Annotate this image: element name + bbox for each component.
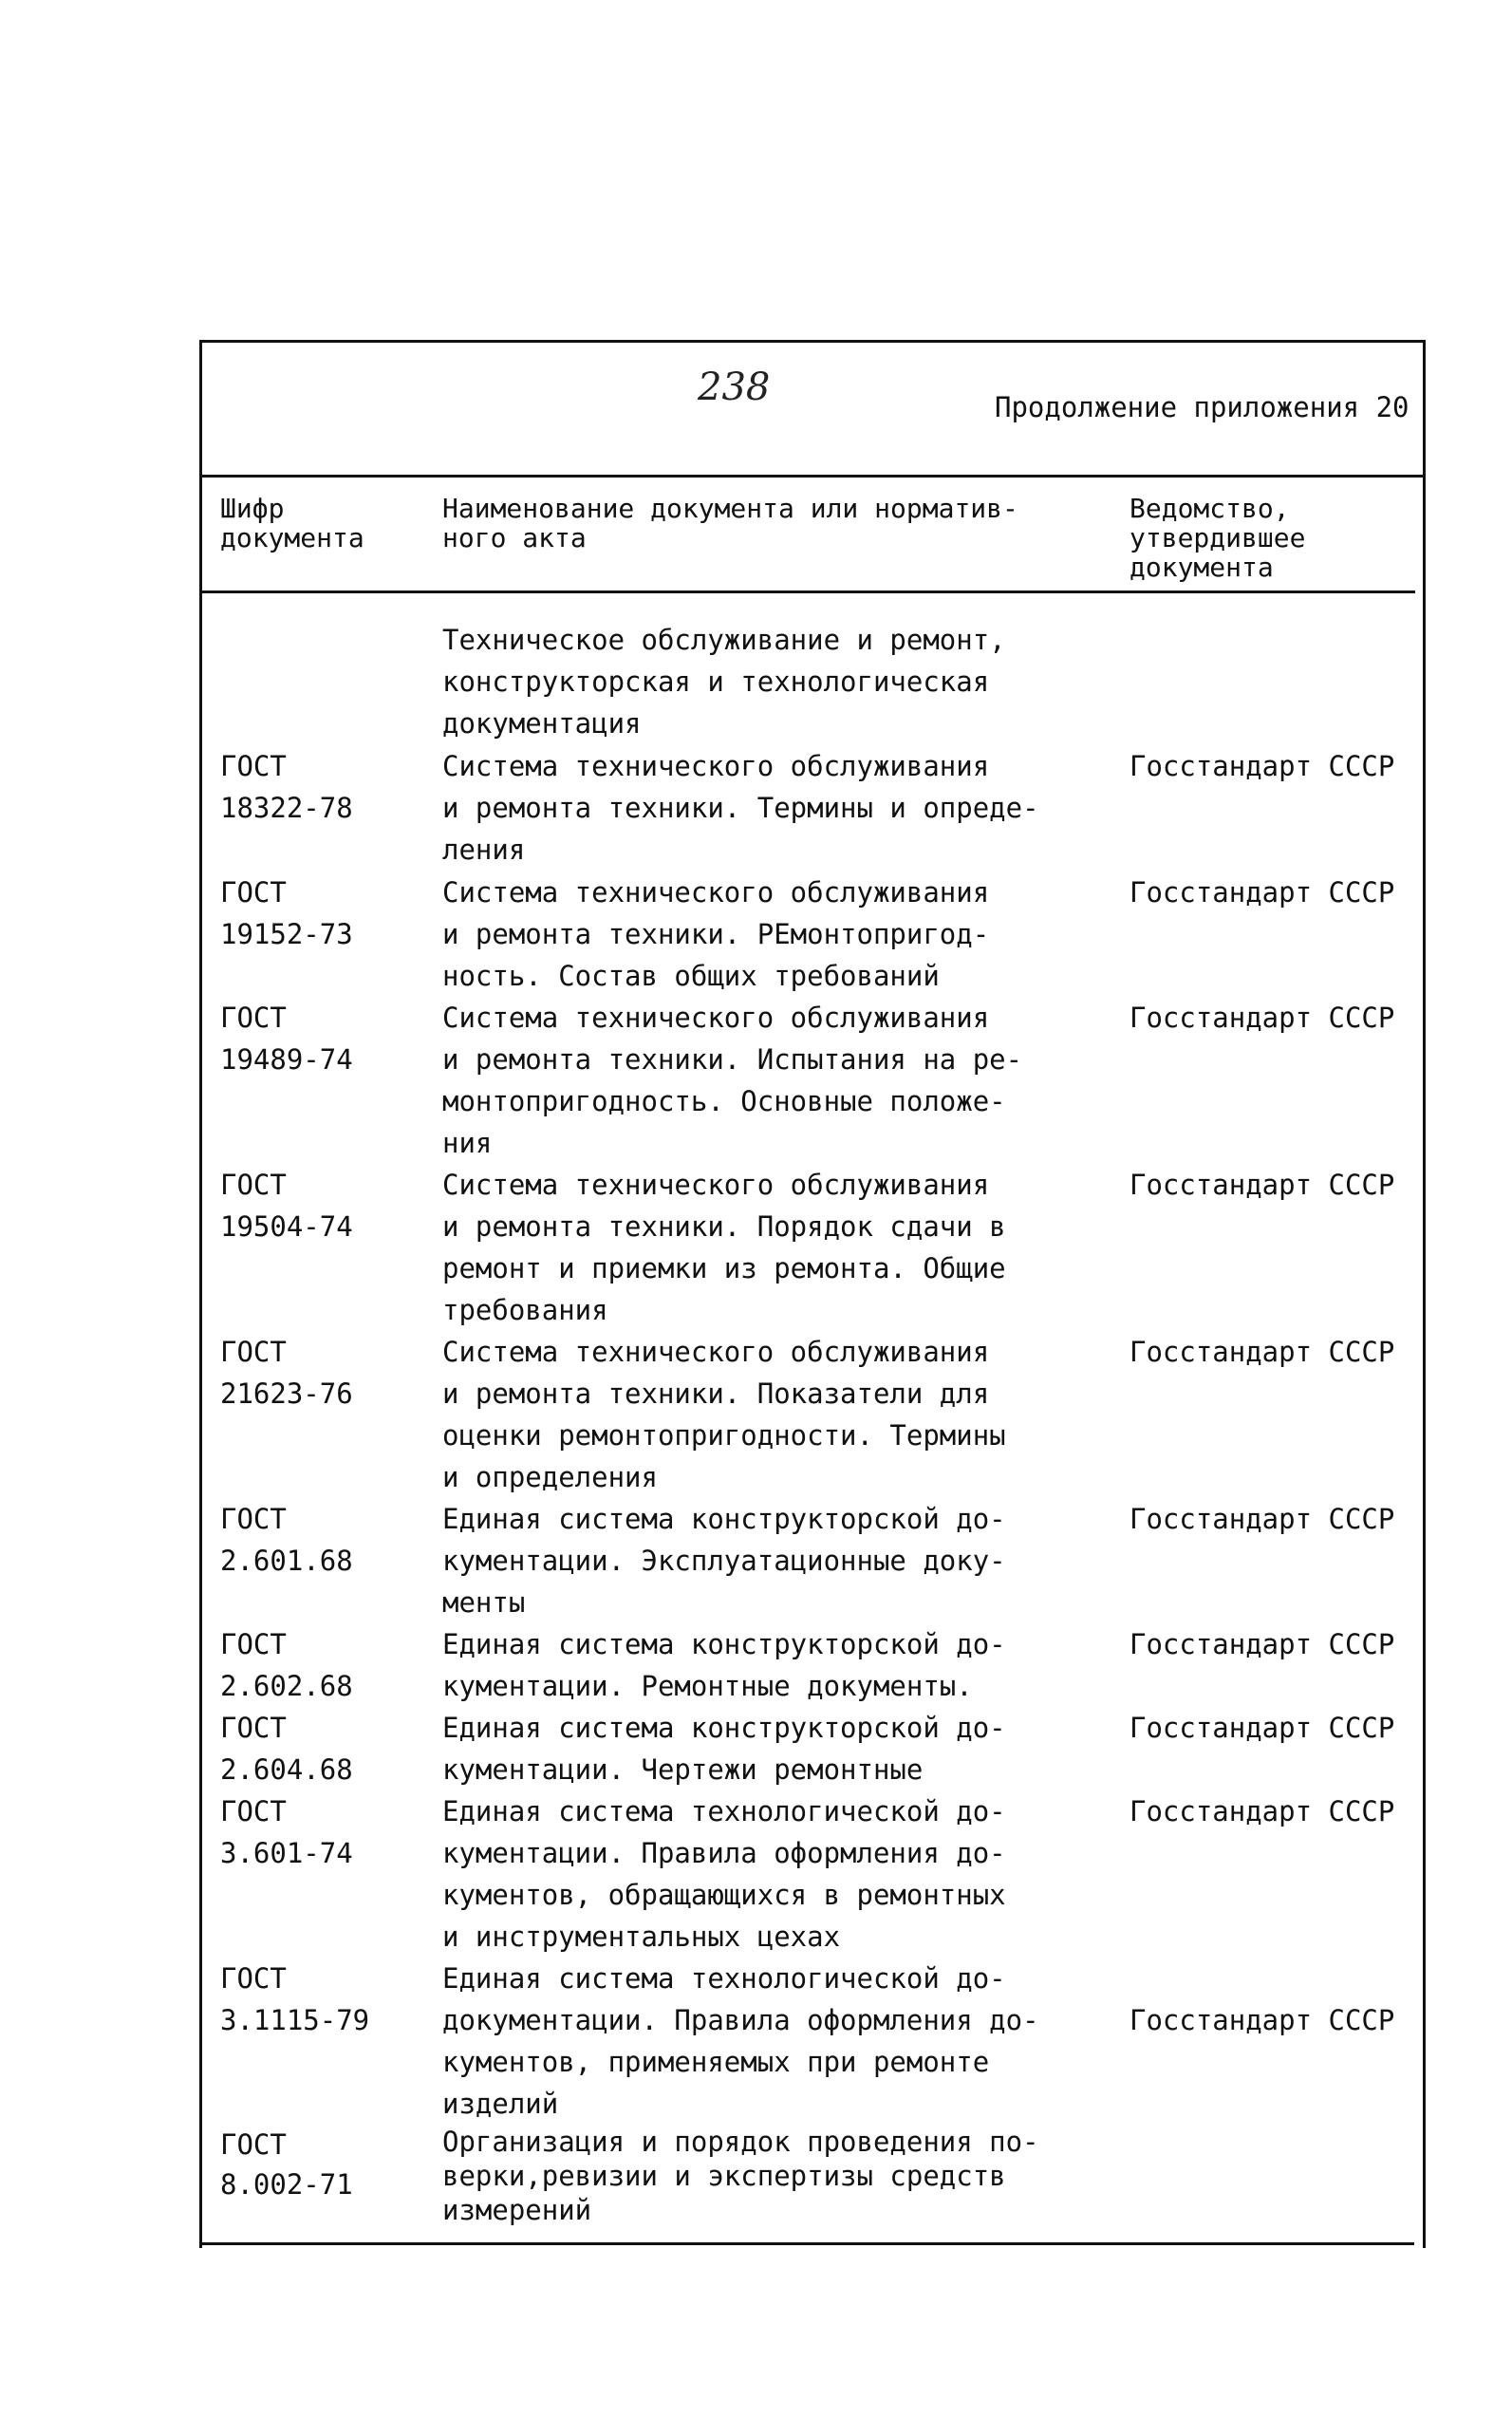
document-agency: Госстандарт СССР <box>1129 1712 1395 1744</box>
document-agency: Госстандарт СССР <box>1129 1628 1395 1660</box>
column-header-divider <box>202 590 1415 593</box>
column-header-code: Шифр документа <box>220 493 364 553</box>
document-title: Единая система конструкторской до- кументации. Ремонтные документы. <box>442 1628 1006 1702</box>
document-title: Единая система технологической до- документации. Правила оформления до- кументов, применяемых при ремонте изделий <box>442 1962 1039 2120</box>
document-agency: Госстандарт СССР <box>1129 750 1395 782</box>
document-code: ГОСТ 19489-74 <box>220 1002 353 1076</box>
document-title: Организация и порядок проведения по- верки,ревизии и экспертизы средств измерений <box>442 2126 1039 2226</box>
document-code: ГОСТ 2.604.68 <box>220 1712 353 1786</box>
document-code: ГОСТ 2.601.68 <box>220 1503 353 1577</box>
document-title: Единая система конструкторской до- кументации. Эксплуатационные доку- менты <box>442 1503 1006 1619</box>
continuation-label: Продолжение приложения 20 <box>995 391 1409 423</box>
section-title: Техническое обслуживание и ремонт, конструкторская и технологическая документация <box>442 624 1006 740</box>
document-code: ГОСТ 8.002-71 <box>220 2128 353 2201</box>
document-title: Система технического обслуживания и ремонта техники. Порядок сдачи в ремонт и приемки из ремонта. Общие требования <box>442 1169 1006 1326</box>
document-agency: Госстандарт СССР <box>1129 1336 1395 1368</box>
document-code: ГОСТ 19504-74 <box>220 1169 353 1243</box>
column-header-agency: Ведомство, утвердившее документа <box>1129 493 1306 583</box>
document-title: Единая система конструкторской до- кументации. Чертежи ремонтные <box>442 1712 1006 1786</box>
document-agency: Госстандарт СССР <box>1129 1002 1395 1034</box>
document-agency: Госстандарт СССР <box>1129 876 1395 909</box>
document-code: ГОСТ 19152-73 <box>220 876 353 950</box>
document-agency: Госстандарт СССР <box>1129 2004 1395 2036</box>
document-code: ГОСТ 21623-76 <box>220 1336 353 1410</box>
document-code: ГОСТ 3.1115-79 <box>220 1962 370 2036</box>
column-header-name: Наименование документа или норматив- ного акта <box>442 493 1018 553</box>
document-code: ГОСТ 18322-78 <box>220 750 353 824</box>
document-title: Система технического обслуживания и ремонта техники. Испытания на ре- монтопригодность. Основные положе- ния <box>442 1002 1023 1159</box>
document-agency: Госстандарт СССР <box>1129 1169 1395 1201</box>
page-number: 238 <box>698 365 771 409</box>
header-divider <box>202 475 1423 478</box>
document-title: Система технического обслуживания и ремонта техники. РЕмонтопригод- ность. Состав общих требований <box>442 876 990 992</box>
document-code: ГОСТ 3.601-74 <box>220 1795 353 1869</box>
bottom-rule <box>199 2242 1414 2245</box>
document-title: Система технического обслуживания и ремонта техники. Термины и опреде- ления <box>442 750 1039 866</box>
document-agency: Госстандарт СССР <box>1129 1503 1395 1535</box>
document-agency: Госстандарт СССР <box>1129 1795 1395 1827</box>
document-code: ГОСТ 2.602.68 <box>220 1628 353 1702</box>
document-title: Единая система технологической до- кументации. Правила оформления до- кументов, обращающихся в ремонтных и инструментальных цехах <box>442 1795 1006 1953</box>
document-title: Система технического обслуживания и ремонта техники. Показатели для оценки ремонтопригодности. Термины и определения <box>442 1336 1006 1493</box>
